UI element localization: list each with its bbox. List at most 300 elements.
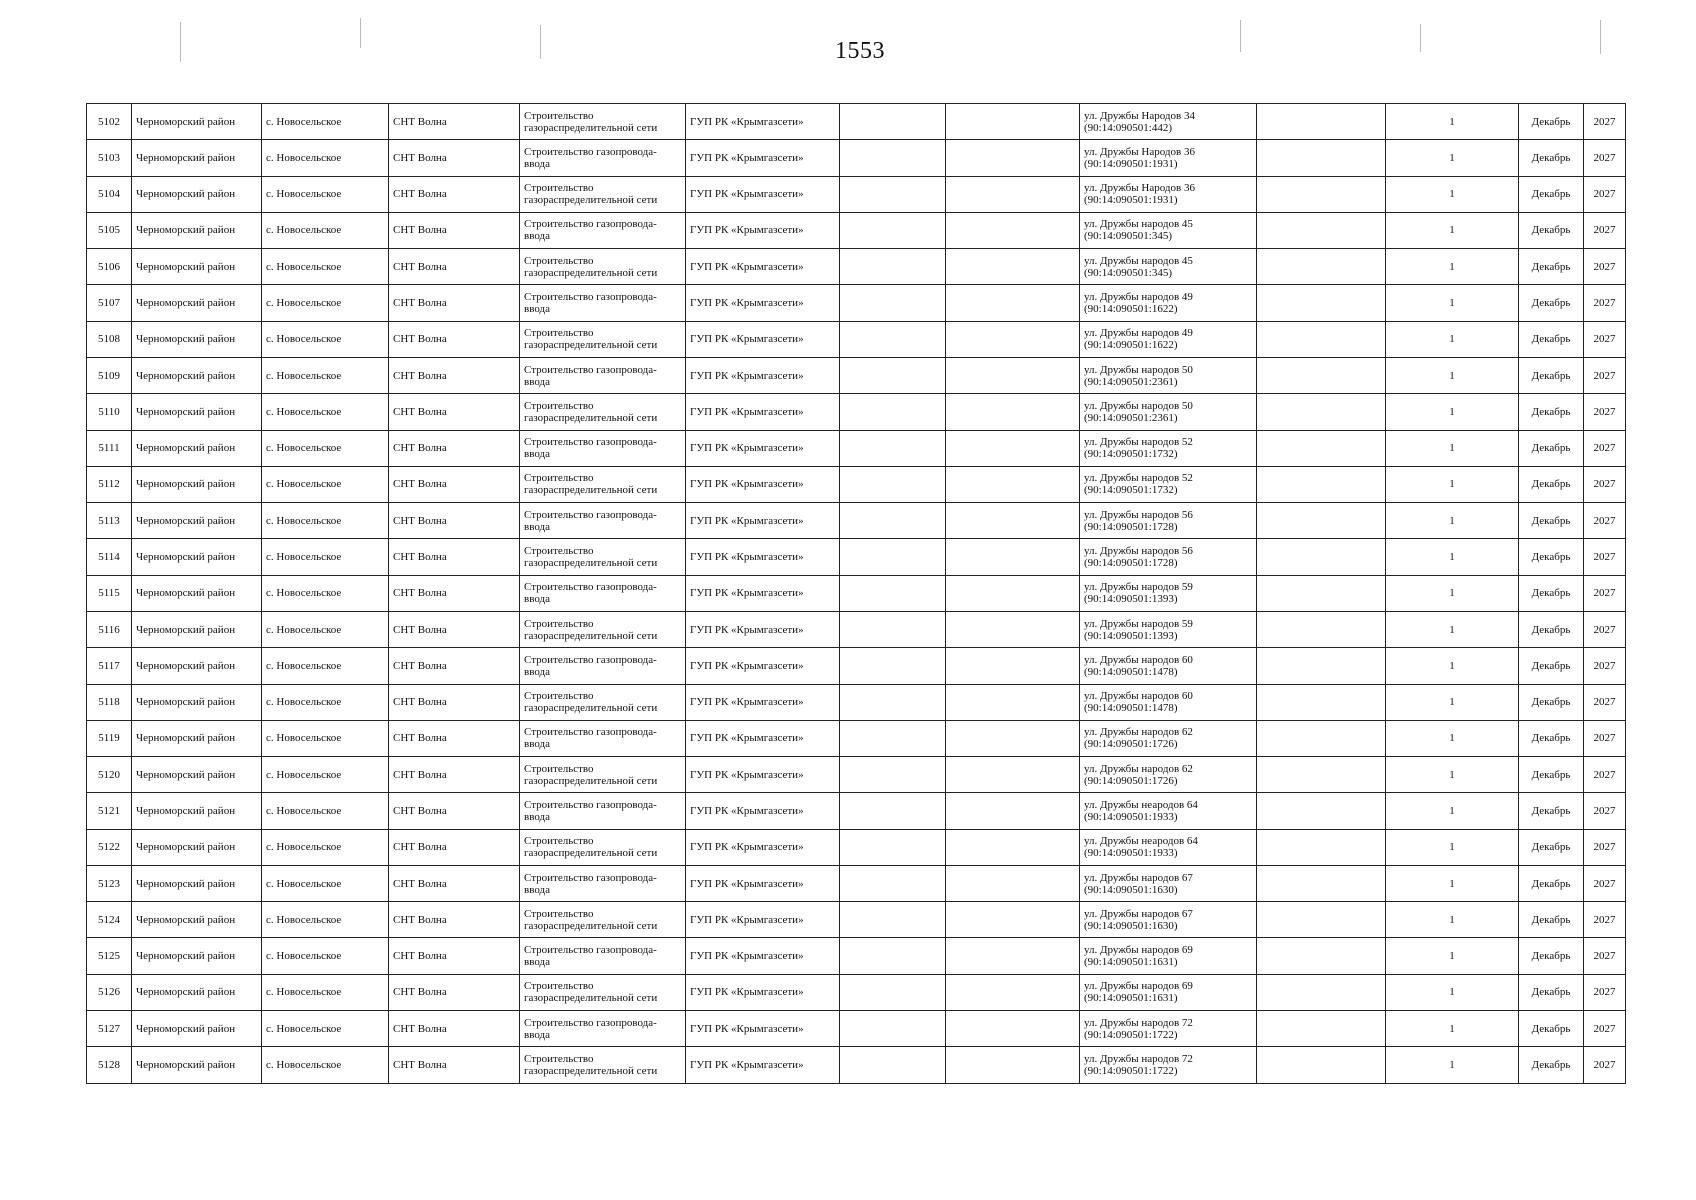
scan-artifact	[360, 18, 361, 48]
row-number: 5125	[87, 938, 132, 974]
organization-cell: ГУП РК «Крымгазсети»	[686, 1011, 840, 1047]
address-cell: ул. Дружбы народов 69 (90:14:090501:1631)	[1080, 938, 1257, 974]
year-cell: 2027	[1584, 793, 1626, 829]
empty-cell	[1257, 611, 1386, 647]
table-row	[87, 539, 1626, 575]
work-type-cell: Строительство газораспределительной сети	[520, 466, 686, 502]
work-type-cell: Строительство газопровода-ввода	[520, 430, 686, 466]
organization-cell: ГУП РК «Крымгазсети»	[686, 503, 840, 539]
locality-cell: с. Новосельское	[262, 974, 389, 1010]
work-type-cell: Строительство газораспределительной сети	[520, 249, 686, 285]
empty-cell	[840, 357, 946, 393]
work-type-cell: Строительство газопровода-ввода	[520, 938, 686, 974]
table-row	[87, 394, 1626, 430]
locality-cell: с. Новосельское	[262, 503, 389, 539]
row-number: 5116	[87, 611, 132, 647]
locality-cell: с. Новосельское	[262, 865, 389, 901]
quantity-cell: 1	[1386, 503, 1519, 539]
quantity-cell: 1	[1386, 321, 1519, 357]
district-cell: Черноморский район	[132, 575, 262, 611]
locality-cell: с. Новосельское	[262, 684, 389, 720]
month-cell: Декабрь	[1519, 1047, 1584, 1084]
district-cell: Черноморский район	[132, 176, 262, 212]
empty-cell	[1257, 249, 1386, 285]
empty-cell	[946, 575, 1080, 611]
month-cell: Декабрь	[1519, 575, 1584, 611]
empty-cell	[946, 684, 1080, 720]
table-row	[87, 176, 1626, 212]
month-cell: Декабрь	[1519, 829, 1584, 865]
empty-cell	[840, 938, 946, 974]
address-cell: ул. Дружбы народов 62 (90:14:090501:1726)	[1080, 720, 1257, 756]
year-cell: 2027	[1584, 430, 1626, 466]
month-cell: Декабрь	[1519, 503, 1584, 539]
locality-cell: с. Новосельское	[262, 720, 389, 756]
empty-cell	[840, 648, 946, 684]
table-row	[87, 829, 1626, 865]
quantity-cell: 1	[1386, 539, 1519, 575]
row-number: 5121	[87, 793, 132, 829]
district-cell: Черноморский район	[132, 611, 262, 647]
empty-cell	[840, 176, 946, 212]
empty-cell	[946, 140, 1080, 176]
month-cell: Декабрь	[1519, 974, 1584, 1010]
address-cell: ул. Дружбы Народов 34 (90:14:090501:442)	[1080, 104, 1257, 140]
work-type-cell: Строительство газопровода-ввода	[520, 357, 686, 393]
organization-cell: ГУП РК «Крымгазсети»	[686, 684, 840, 720]
empty-cell	[946, 1011, 1080, 1047]
empty-cell	[1257, 575, 1386, 611]
year-cell: 2027	[1584, 104, 1626, 140]
locality-cell: с. Новосельское	[262, 394, 389, 430]
quantity-cell: 1	[1386, 757, 1519, 793]
row-number: 5120	[87, 757, 132, 793]
work-type-cell: Строительство газопровода-ввода	[520, 140, 686, 176]
address-cell: ул. Дружбы народов 69 (90:14:090501:1631)	[1080, 974, 1257, 1010]
table-row	[87, 357, 1626, 393]
table-row	[87, 249, 1626, 285]
empty-cell	[840, 503, 946, 539]
empty-cell	[1257, 757, 1386, 793]
partnership-cell: СНТ Волна	[389, 865, 520, 901]
work-type-cell: Строительство газораспределительной сети	[520, 974, 686, 1010]
locality-cell: с. Новосельское	[262, 357, 389, 393]
table-row	[87, 611, 1626, 647]
empty-cell	[946, 539, 1080, 575]
empty-cell	[1257, 503, 1386, 539]
locality-cell: с. Новосельское	[262, 1047, 389, 1084]
organization-cell: ГУП РК «Крымгазсети»	[686, 321, 840, 357]
month-cell: Декабрь	[1519, 793, 1584, 829]
work-type-cell: Строительство газораспределительной сети	[520, 394, 686, 430]
table-row	[87, 865, 1626, 901]
table-row	[87, 648, 1626, 684]
partnership-cell: СНТ Волна	[389, 1011, 520, 1047]
quantity-cell: 1	[1386, 466, 1519, 502]
work-type-cell: Строительство газораспределительной сети	[520, 902, 686, 938]
work-type-cell: Строительство газопровода-ввода	[520, 720, 686, 756]
partnership-cell: СНТ Волна	[389, 902, 520, 938]
organization-cell: ГУП РК «Крымгазсети»	[686, 648, 840, 684]
work-type-cell: Строительство газораспределительной сети	[520, 611, 686, 647]
year-cell: 2027	[1584, 938, 1626, 974]
locality-cell: с. Новосельское	[262, 212, 389, 248]
address-cell: ул. Дружбы Народов 36 (90:14:090501:1931)	[1080, 176, 1257, 212]
row-number: 5115	[87, 575, 132, 611]
table-row	[87, 793, 1626, 829]
empty-cell	[840, 575, 946, 611]
year-cell: 2027	[1584, 176, 1626, 212]
table-row	[87, 104, 1626, 140]
district-cell: Черноморский район	[132, 212, 262, 248]
scan-artifact	[1240, 20, 1241, 52]
work-type-cell: Строительство газопровода-ввода	[520, 648, 686, 684]
locality-cell: с. Новосельское	[262, 249, 389, 285]
month-cell: Декабрь	[1519, 1011, 1584, 1047]
month-cell: Декабрь	[1519, 466, 1584, 502]
registry-rows	[87, 104, 1626, 1084]
district-cell: Черноморский район	[132, 539, 262, 575]
empty-cell	[946, 104, 1080, 140]
partnership-cell: СНТ Волна	[389, 503, 520, 539]
address-cell: ул. Дружбы народов 60 (90:14:090501:1478)	[1080, 648, 1257, 684]
organization-cell: ГУП РК «Крымгазсети»	[686, 212, 840, 248]
district-cell: Черноморский район	[132, 829, 262, 865]
organization-cell: ГУП РК «Крымгазсети»	[686, 974, 840, 1010]
row-number: 5104	[87, 176, 132, 212]
quantity-cell: 1	[1386, 249, 1519, 285]
empty-cell	[946, 285, 1080, 321]
organization-cell: ГУП РК «Крымгазсети»	[686, 938, 840, 974]
quantity-cell: 1	[1386, 865, 1519, 901]
organization-cell: ГУП РК «Крымгазсети»	[686, 466, 840, 502]
locality-cell: с. Новосельское	[262, 285, 389, 321]
row-number: 5102	[87, 104, 132, 140]
empty-cell	[1257, 140, 1386, 176]
empty-cell	[946, 793, 1080, 829]
row-number: 5111	[87, 430, 132, 466]
empty-cell	[840, 285, 946, 321]
district-cell: Черноморский район	[132, 104, 262, 140]
page-number: 1553	[835, 38, 885, 64]
address-cell: ул. Дружбы народов 50 (90:14:090501:2361)	[1080, 394, 1257, 430]
quantity-cell: 1	[1386, 212, 1519, 248]
quantity-cell: 1	[1386, 104, 1519, 140]
partnership-cell: СНТ Волна	[389, 757, 520, 793]
table-row	[87, 321, 1626, 357]
quantity-cell: 1	[1386, 938, 1519, 974]
empty-cell	[946, 466, 1080, 502]
empty-cell	[946, 1047, 1080, 1084]
quantity-cell: 1	[1386, 974, 1519, 1010]
work-type-cell: Строительство газораспределительной сети	[520, 829, 686, 865]
locality-cell: с. Новосельское	[262, 611, 389, 647]
organization-cell: ГУП РК «Крымгазсети»	[686, 357, 840, 393]
work-type-cell: Строительство газораспределительной сети	[520, 1047, 686, 1084]
work-type-cell: Строительство газопровода-ввода	[520, 212, 686, 248]
locality-cell: с. Новосельское	[262, 104, 389, 140]
organization-cell: ГУП РК «Крымгазсети»	[686, 176, 840, 212]
locality-cell: с. Новосельское	[262, 575, 389, 611]
scan-artifact	[180, 22, 181, 62]
partnership-cell: СНТ Волна	[389, 648, 520, 684]
empty-cell	[840, 1011, 946, 1047]
district-cell: Черноморский район	[132, 902, 262, 938]
locality-cell: с. Новосельское	[262, 176, 389, 212]
organization-cell: ГУП РК «Крымгазсети»	[686, 575, 840, 611]
address-cell: ул. Дружбы народов 50 (90:14:090501:2361)	[1080, 357, 1257, 393]
empty-cell	[946, 865, 1080, 901]
organization-cell: ГУП РК «Крымгазсети»	[686, 140, 840, 176]
address-cell: ул. Дружбы народов 56 (90:14:090501:1728)	[1080, 503, 1257, 539]
table-row	[87, 575, 1626, 611]
table-row	[87, 466, 1626, 502]
row-number: 5113	[87, 503, 132, 539]
quantity-cell: 1	[1386, 357, 1519, 393]
empty-cell	[1257, 974, 1386, 1010]
partnership-cell: СНТ Волна	[389, 394, 520, 430]
address-cell: ул. Дружбы народов 62 (90:14:090501:1726)	[1080, 757, 1257, 793]
empty-cell	[840, 865, 946, 901]
registry-table	[86, 103, 1626, 1084]
month-cell: Декабрь	[1519, 720, 1584, 756]
month-cell: Декабрь	[1519, 757, 1584, 793]
work-type-cell: Строительство газораспределительной сети	[520, 684, 686, 720]
year-cell: 2027	[1584, 503, 1626, 539]
empty-cell	[840, 140, 946, 176]
year-cell: 2027	[1584, 648, 1626, 684]
month-cell: Декабрь	[1519, 611, 1584, 647]
table-row	[87, 684, 1626, 720]
month-cell: Декабрь	[1519, 865, 1584, 901]
year-cell: 2027	[1584, 974, 1626, 1010]
organization-cell: ГУП РК «Крымгазсети»	[686, 793, 840, 829]
partnership-cell: СНТ Волна	[389, 684, 520, 720]
empty-cell	[840, 757, 946, 793]
month-cell: Декабрь	[1519, 394, 1584, 430]
organization-cell: ГУП РК «Крымгазсети»	[686, 430, 840, 466]
address-cell: ул. Дружбы народов 59 (90:14:090501:1393)	[1080, 575, 1257, 611]
address-cell: ул. Дружбы народов 72 (90:14:090501:1722)	[1080, 1047, 1257, 1084]
row-number: 5123	[87, 865, 132, 901]
year-cell: 2027	[1584, 285, 1626, 321]
district-cell: Черноморский район	[132, 466, 262, 502]
row-number: 5114	[87, 539, 132, 575]
quantity-cell: 1	[1386, 176, 1519, 212]
district-cell: Черноморский район	[132, 394, 262, 430]
work-type-cell: Строительство газопровода-ввода	[520, 285, 686, 321]
quantity-cell: 1	[1386, 793, 1519, 829]
empty-cell	[1257, 902, 1386, 938]
empty-cell	[840, 394, 946, 430]
year-cell: 2027	[1584, 321, 1626, 357]
quantity-cell: 1	[1386, 829, 1519, 865]
locality-cell: с. Новосельское	[262, 430, 389, 466]
empty-cell	[1257, 357, 1386, 393]
row-number: 5127	[87, 1011, 132, 1047]
empty-cell	[1257, 865, 1386, 901]
table-row	[87, 938, 1626, 974]
quantity-cell: 1	[1386, 902, 1519, 938]
table-row	[87, 974, 1626, 1010]
organization-cell: ГУП РК «Крымгазсети»	[686, 902, 840, 938]
district-cell: Черноморский район	[132, 684, 262, 720]
year-cell: 2027	[1584, 829, 1626, 865]
partnership-cell: СНТ Волна	[389, 938, 520, 974]
partnership-cell: СНТ Волна	[389, 357, 520, 393]
work-type-cell: Строительство газораспределительной сети	[520, 757, 686, 793]
district-cell: Черноморский район	[132, 974, 262, 1010]
address-cell: ул. Дружбы народов 52 (90:14:090501:1732)	[1080, 430, 1257, 466]
year-cell: 2027	[1584, 466, 1626, 502]
district-cell: Черноморский район	[132, 793, 262, 829]
empty-cell	[840, 212, 946, 248]
district-cell: Черноморский район	[132, 1047, 262, 1084]
empty-cell	[840, 902, 946, 938]
empty-cell	[840, 539, 946, 575]
district-cell: Черноморский район	[132, 140, 262, 176]
empty-cell	[1257, 720, 1386, 756]
empty-cell	[1257, 829, 1386, 865]
month-cell: Декабрь	[1519, 539, 1584, 575]
empty-cell	[946, 212, 1080, 248]
month-cell: Декабрь	[1519, 430, 1584, 466]
table-row	[87, 902, 1626, 938]
organization-cell: ГУП РК «Крымгазсети»	[686, 394, 840, 430]
district-cell: Черноморский район	[132, 865, 262, 901]
month-cell: Декабрь	[1519, 902, 1584, 938]
empty-cell	[840, 611, 946, 647]
district-cell: Черноморский район	[132, 648, 262, 684]
locality-cell: с. Новосельское	[262, 938, 389, 974]
empty-cell	[840, 720, 946, 756]
locality-cell: с. Новосельское	[262, 902, 389, 938]
partnership-cell: СНТ Волна	[389, 430, 520, 466]
empty-cell	[1257, 285, 1386, 321]
district-cell: Черноморский район	[132, 938, 262, 974]
address-cell: ул. Дружбы Народов 36 (90:14:090501:1931)	[1080, 140, 1257, 176]
address-cell: ул. Дружбы народов 49 (90:14:090501:1622)	[1080, 285, 1257, 321]
year-cell: 2027	[1584, 212, 1626, 248]
month-cell: Декабрь	[1519, 938, 1584, 974]
month-cell: Декабрь	[1519, 104, 1584, 140]
work-type-cell: Строительство газораспределительной сети	[520, 176, 686, 212]
work-type-cell: Строительство газопровода-ввода	[520, 503, 686, 539]
work-type-cell: Строительство газораспределительной сети	[520, 104, 686, 140]
address-cell: ул. Дружбы неародов 64 (90:14:090501:1933)	[1080, 793, 1257, 829]
quantity-cell: 1	[1386, 140, 1519, 176]
empty-cell	[946, 757, 1080, 793]
empty-cell	[840, 249, 946, 285]
address-cell: ул. Дружбы народов 67 (90:14:090501:1630)	[1080, 902, 1257, 938]
year-cell: 2027	[1584, 611, 1626, 647]
table-row	[87, 720, 1626, 756]
empty-cell	[1257, 394, 1386, 430]
address-cell: ул. Дружбы народов 59 (90:14:090501:1393)	[1080, 611, 1257, 647]
year-cell: 2027	[1584, 140, 1626, 176]
year-cell: 2027	[1584, 757, 1626, 793]
district-cell: Черноморский район	[132, 285, 262, 321]
district-cell: Черноморский район	[132, 249, 262, 285]
partnership-cell: СНТ Волна	[389, 829, 520, 865]
year-cell: 2027	[1584, 575, 1626, 611]
empty-cell	[1257, 648, 1386, 684]
empty-cell	[1257, 176, 1386, 212]
partnership-cell: СНТ Волна	[389, 793, 520, 829]
year-cell: 2027	[1584, 1047, 1626, 1084]
partnership-cell: СНТ Волна	[389, 212, 520, 248]
partnership-cell: СНТ Волна	[389, 140, 520, 176]
row-number: 5119	[87, 720, 132, 756]
quantity-cell: 1	[1386, 430, 1519, 466]
table-row	[87, 1047, 1626, 1084]
month-cell: Декабрь	[1519, 357, 1584, 393]
empty-cell	[1257, 212, 1386, 248]
address-cell: ул. Дружбы народов 52 (90:14:090501:1732)	[1080, 466, 1257, 502]
address-cell: ул. Дружбы народов 67 (90:14:090501:1630)	[1080, 865, 1257, 901]
table-row	[87, 285, 1626, 321]
row-number: 5124	[87, 902, 132, 938]
organization-cell: ГУП РК «Крымгазсети»	[686, 611, 840, 647]
table-row	[87, 430, 1626, 466]
locality-cell: с. Новосельское	[262, 1011, 389, 1047]
row-number: 5106	[87, 249, 132, 285]
empty-cell	[946, 249, 1080, 285]
partnership-cell: СНТ Волна	[389, 466, 520, 502]
partnership-cell: СНТ Волна	[389, 575, 520, 611]
year-cell: 2027	[1584, 865, 1626, 901]
district-cell: Черноморский район	[132, 357, 262, 393]
quantity-cell: 1	[1386, 394, 1519, 430]
empty-cell	[1257, 539, 1386, 575]
empty-cell	[946, 974, 1080, 1010]
quantity-cell: 1	[1386, 1011, 1519, 1047]
table-row	[87, 212, 1626, 248]
locality-cell: с. Новосельское	[262, 757, 389, 793]
table-row	[87, 503, 1626, 539]
row-number: 5103	[87, 140, 132, 176]
partnership-cell: СНТ Волна	[389, 974, 520, 1010]
empty-cell	[840, 104, 946, 140]
organization-cell: ГУП РК «Крымгазсети»	[686, 104, 840, 140]
quantity-cell: 1	[1386, 720, 1519, 756]
empty-cell	[946, 829, 1080, 865]
locality-cell: с. Новосельское	[262, 539, 389, 575]
table-row	[87, 140, 1626, 176]
year-cell: 2027	[1584, 394, 1626, 430]
empty-cell	[946, 503, 1080, 539]
address-cell: ул. Дружбы народов 56 (90:14:090501:1728)	[1080, 539, 1257, 575]
month-cell: Декабрь	[1519, 285, 1584, 321]
partnership-cell: СНТ Волна	[389, 611, 520, 647]
year-cell: 2027	[1584, 902, 1626, 938]
empty-cell	[946, 720, 1080, 756]
address-cell: ул. Дружбы народов 60 (90:14:090501:1478)	[1080, 684, 1257, 720]
empty-cell	[946, 430, 1080, 466]
empty-cell	[840, 793, 946, 829]
month-cell: Декабрь	[1519, 648, 1584, 684]
table-row	[87, 1011, 1626, 1047]
organization-cell: ГУП РК «Крымгазсети»	[686, 829, 840, 865]
empty-cell	[946, 357, 1080, 393]
year-cell: 2027	[1584, 684, 1626, 720]
empty-cell	[840, 1047, 946, 1084]
empty-cell	[946, 902, 1080, 938]
row-number: 5117	[87, 648, 132, 684]
empty-cell	[1257, 1047, 1386, 1084]
district-cell: Черноморский район	[132, 430, 262, 466]
organization-cell: ГУП РК «Крымгазсети»	[686, 1047, 840, 1084]
